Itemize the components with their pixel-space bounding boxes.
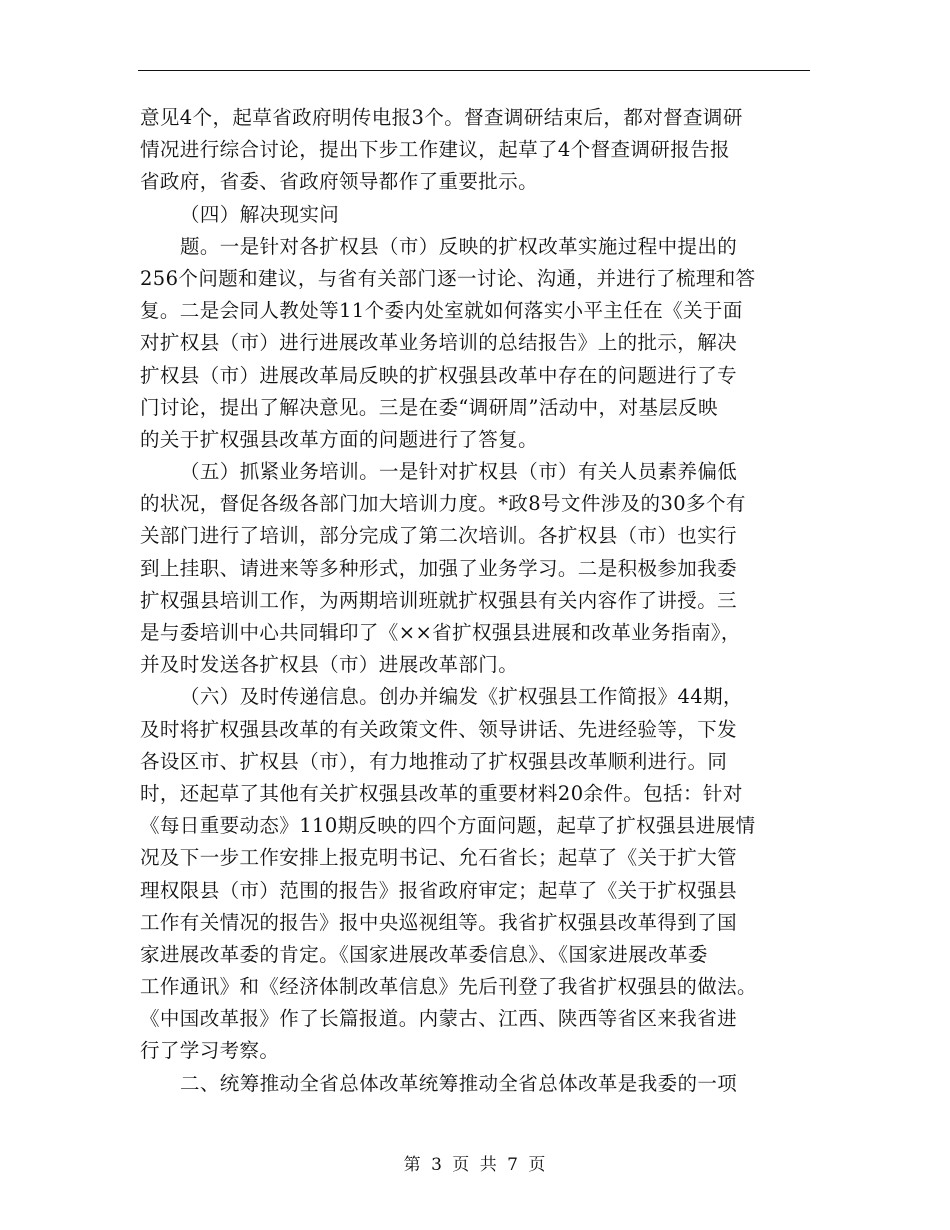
text-line: 况及下一步工作安排上报克明书记、允石省长；起草了《关于扩大管 bbox=[140, 846, 738, 870]
text-line: 复。二是会同人教处等11个委内处室就如何落实小平主任在《关于面 bbox=[140, 299, 743, 323]
paragraph-start: （五）抓紧业务培训。一是针对扩权县（市）有关人员素养偏低 bbox=[180, 460, 738, 484]
section-heading: （四）解决现实问 bbox=[180, 202, 340, 226]
text-line: 工作通讯》和《经济体制改革信息》先后刊登了我省扩权强县的做法。 bbox=[140, 975, 757, 999]
paragraph-start: （六）及时传递信息。创办并编发《扩权强县工作简报》44期， bbox=[180, 685, 743, 709]
text-line: 的状况，督促各级各部门加大培训力度。*政8号文件涉及的30多个有 bbox=[140, 492, 746, 516]
text-line: 题。一是针对各扩权县（市）反映的扩权改革实施过程中提出的 bbox=[180, 234, 738, 258]
text-line: 扩权强县培训工作，为两期培训班就扩权强县有关内容作了讲授。三 bbox=[140, 588, 738, 612]
text-line: 情况进行综合讨论，提出下步工作建议，起草了4个督查调研报告报 bbox=[140, 138, 730, 162]
text-line: 《中国改革报》作了长篇报道。内蒙古、江西、陕西等省区来我省进 bbox=[140, 1007, 738, 1031]
text-line: 对扩权县（市）进行进展改革业务培训的总结报告》上的批示，解决 bbox=[140, 331, 738, 355]
text-line: 门讨论，提出了解决意见。三是在委“调研周”活动中，对基层反映 bbox=[140, 395, 718, 419]
text-line: 各设区市、扩权县（市），有力地推动了扩权强县改革顺利进行。同 bbox=[140, 749, 728, 773]
text-line: 的关于扩权强县改革方面的问题进行了答复。 bbox=[140, 427, 539, 451]
text-line: 《每日重要动态》110期反映的四个方面问题，起草了扩权强县进展情 bbox=[140, 814, 756, 838]
text-line: 256个问题和建议，与省有关部门逐一讨论、沟通，并进行了梳理和答 bbox=[140, 266, 756, 290]
header-rule bbox=[138, 70, 810, 71]
text-line: 时，还起草了其他有关扩权强县改革的重要材料20余件。包括：针对 bbox=[140, 781, 743, 805]
text-line: 省政府，省委、省政府领导都作了重要批示。 bbox=[140, 170, 539, 194]
text-line: 工作有关情况的报告》报中央巡视组等。我省扩权强县改革得到了国 bbox=[140, 910, 738, 934]
section-heading: 二、统筹推动全省总体改革统筹推动全省总体改革是我委的一项 bbox=[180, 1071, 738, 1095]
page-footer: 第 3 页 共 7 页 bbox=[403, 1155, 547, 1175]
text-line: 家进展改革委的肯定。《国家进展改革委信息》、《国家进展改革委 bbox=[140, 942, 708, 966]
text-line: 到上挂职、请进来等多种形式，加强了业务学习。二是积极参加我委 bbox=[140, 556, 738, 580]
document-body bbox=[140, 102, 812, 1100]
text-line: 并及时发送各扩权县（市）进展改革部门。 bbox=[140, 653, 519, 677]
text-line: 理权限县（市）范围的报告》报省政府审定；起草了《关于扩权强县 bbox=[140, 878, 738, 902]
text-line: 行了学习考察。 bbox=[140, 1039, 280, 1063]
text-line: 是与委培训中心共同辑印了《××省扩权强县进展和改革业务指南》， bbox=[140, 621, 741, 644]
text-line: 扩权县（市）进展改革局反映的扩权强县改革中存在的问题进行了专 bbox=[140, 363, 738, 387]
text-line: 意见4个，起草省政府明传电报3个。督查调研结束后，都对督查调研 bbox=[140, 106, 743, 129]
text-line: 及时将扩权强县改革的有关政策文件、领导讲话、先进经验等，下发 bbox=[140, 717, 738, 741]
text-line: 关部门进行了培训，部分完成了第二次培训。各扩权县（市）也实行 bbox=[140, 524, 738, 548]
